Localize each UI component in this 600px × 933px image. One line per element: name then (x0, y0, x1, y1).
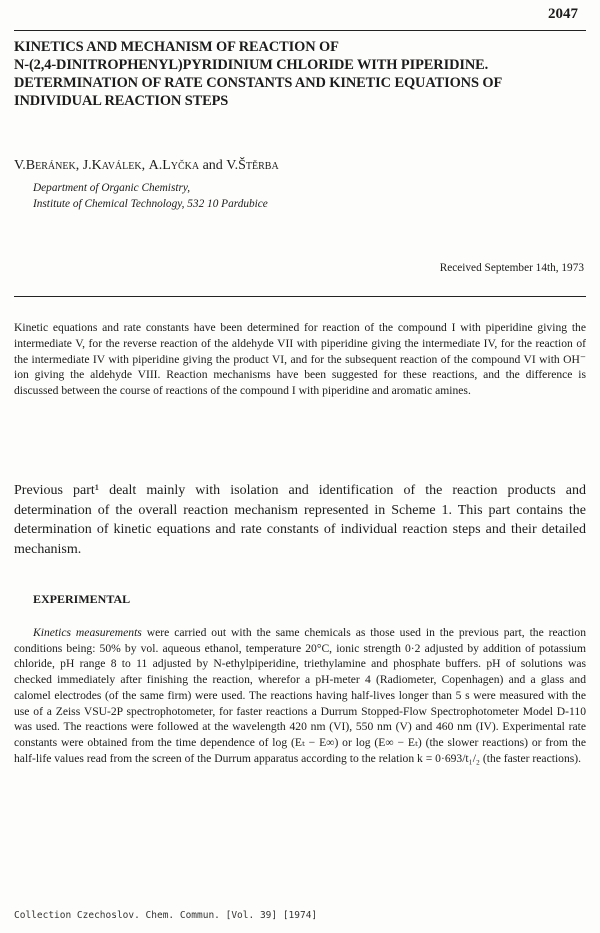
section-heading: EXPERIMENTAL (33, 592, 131, 606)
abstract-text: Kinetic equations and rate constants have been determined for reaction of the compound I with piperidine giving the intermediate V, for the reverse reaction of the aldehyde VII with piperidine giving the intermediate IV, for the reaction of the intermediate IV with piperidine giving the product VI, and for the subsequent reaction of the compound VI with OH⁻ ion giving the aldehyde VIII. Reaction mechanisms have been suggested for these reactions, and the difference is discussed between the course of reactions of the compound I with piperidine and aromatic amines. (14, 321, 586, 398)
author-name: J.Kaválek (82, 158, 142, 173)
affiliation-line: Institute of Chemical Technology, 532 10 Pardubice (33, 198, 268, 210)
affiliation (33, 180, 268, 212)
header-rule (14, 30, 586, 31)
run-in-heading: Kinetics measurements (33, 626, 142, 639)
page-number: 2047 (548, 6, 578, 22)
author-name: A.Lyčka (148, 158, 200, 173)
introduction-paragraph: Previous part¹ dealt mainly with isolation and identification of the reaction products and determination of the overall reaction mechanism represented in Scheme 1. This part contains the determination of kinetic equations and rate constants of individual reaction steps and their detailed mechanism. (14, 483, 586, 557)
received-date: Received September 14th, 1973 (439, 262, 584, 274)
author-list: V.Beránek, J.Kaválek, A.Lyčka and V.Štěrba (14, 158, 279, 173)
author-name: V.Štěrba (226, 158, 279, 173)
experimental-paragraph (14, 625, 586, 766)
journal-footer: Collection Czechoslov. Chem. Commun. [Vol. 39] [1974] (14, 910, 318, 921)
abstract-rule (14, 296, 586, 297)
affiliation-line: Department of Organic Chemistry, (33, 182, 191, 194)
author-name: V.Beránek (14, 158, 76, 173)
experimental-body: were carried out with the same chemicals as those used in the previous part, the reaction conditions being: 50% by vol. aqueous ethanol, temperature 20°C, ionic strength 0·2 adjusted by addition of potassium chloride, pH range 8 to 11 adjusted by N-ethylpiperidine, triethylamine and phosphate buffers. pH of solutions was checked immediately after finishing the reaction, wherefor a pH-meter 4 (Radiometer, Copenhagen) and a glass and calomel electrodes (of the same firm) were used. The reactions having half-lives longer than 5 s were measured with the use of a Zeiss VSU-2P spectrophotometer, for faster reactions a Durrum Stopped-Flow Spectrophotometer Model D-110 was used. The reactions were followed at the wavelength 420 nm (VI), 550 nm (V) and 460 nm (IV). Experimental rate constants were obtained from the time dependence of log (Eₜ − E∞) or log (E∞ − Eₜ) (the slower reactions) or from the half-life values read from the screen of the Durrum apparatus according to the relation k = 0·693/t₁/₂ (the faster reactions). (14, 626, 586, 765)
article-title: KINETICS AND MECHANISM OF REACTION OF N-(2,4-DINITROPHENYL)PYRIDINIUM CHLORIDE WITH PIPERIDINE. DETERMINATION OF RATE CONSTANTS AND KINETIC EQUATIONS OF INDIVIDUAL REACTION STEPS (14, 39, 503, 109)
author-conjunction: and (202, 158, 223, 173)
